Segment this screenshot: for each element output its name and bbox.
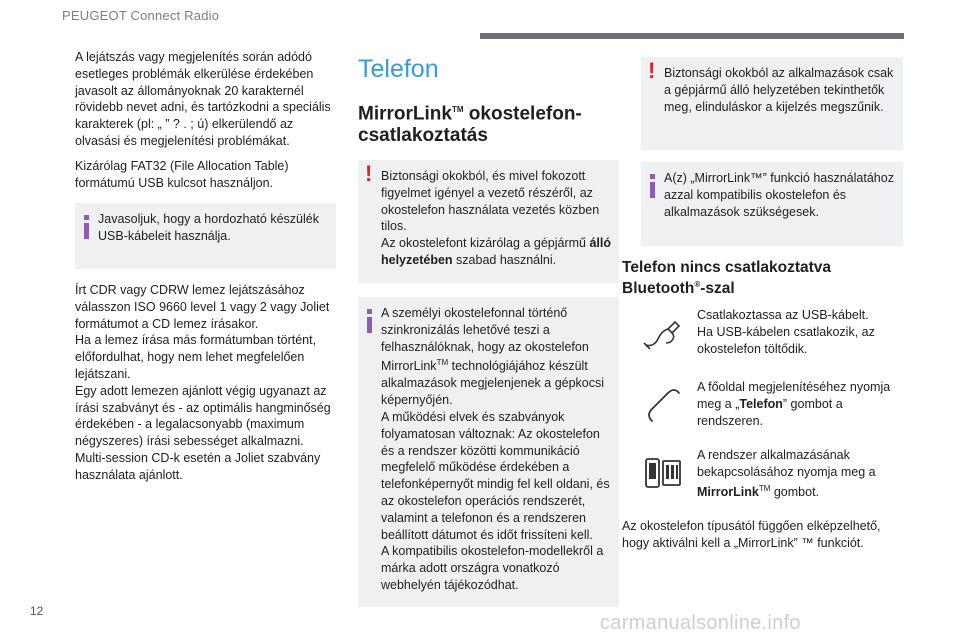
mirrorlink-icon [642, 453, 682, 493]
info-icon [364, 309, 376, 333]
subsection-title [358, 99, 608, 147]
paragraph: Kizárólag FAT32 (File Allocation Table) formátumú USB kulcsot használjon. [75, 158, 289, 190]
watermark: carmanualsonline.info [600, 612, 801, 634]
phone-handset-icon [642, 385, 682, 425]
warning-text [381, 168, 611, 269]
section-title: Telefon [358, 55, 439, 83]
step-usb [622, 307, 904, 367]
step-text: A főoldal megjelenítéséhez nyomja meg a „Telefon” gombot a rendszeren. [697, 380, 891, 428]
info-text: Javasoljuk, hogy a hordozható készülék USB-kábeleit használja. [98, 212, 319, 243]
info-line: A személyi okostelefonnal történő szinkronizálás lehetővé teszi a felhasználóknak, hogy az okostelefon MirrorLink™ technológiájához készült alkalmazások megjelenjenek a gépkocsi képernyőjén. [381, 306, 605, 408]
warning-text: Biztonsági okokból az alkalmazások csak a gépjármű álló helyzetében tekinthetők meg, elinduláskor a kijelzés megszűnik. [664, 66, 894, 114]
warning-box-driving [358, 160, 619, 283]
step-mirrorlink [622, 447, 904, 507]
info-icon [647, 174, 659, 198]
warning-line: Biztonsági okokból, és mivel fokozott figyelmet igényel a vezető részéről, az okostelefon használata vezetés közben tilos. [381, 169, 600, 234]
closing-note: Az okostelefon típusától függően elképzelhető, hogy aktiválni kell a „MirrorLink” ™ funkciót. [622, 519, 881, 550]
info-icon [81, 215, 93, 239]
info-line: A működési elvek és szabványok folyamatosan változnak: Az okostelefon és a rendszer közötti kommunikáció megfelelő működése érdekében a telefonképernyőt mindig fel kell oldani, és az okostelefon operációs rendszerét, valamint a telefonon és a rendszeren beállított dátumot és időt frissíteni kell. [381, 409, 610, 542]
step-phone [622, 379, 904, 439]
info-line: A kompatibilis okostelefon-modellekről a márka adott országra vonatkozó webhelyén tájékozódhat. [381, 544, 604, 592]
info-box-mirrorlink [358, 297, 619, 607]
subsection-title-bluetooth: Telefon nincs csatlakoztatva Bluetooth®-szal [622, 259, 832, 298]
warning-box-apps [641, 57, 903, 150]
warning-icon: ! [648, 58, 656, 83]
subtitle-text: MirrorLink [358, 103, 452, 125]
subtitle-text: okostelefon-csatlakoztatás [358, 103, 582, 147]
info-box-compat [641, 162, 903, 246]
column-1-cd [75, 282, 340, 484]
header-title: PEUGEOT Connect Radio [62, 8, 220, 23]
header-bar [480, 33, 904, 39]
info-box-usb [75, 203, 336, 269]
column-1 [75, 49, 340, 199]
step-text: Csatlakoztassa az USB-kábelt. Ha USB-kábelen csatlakozik, az okostelefon töltődik. [697, 308, 875, 356]
paragraph: Írt CDR vagy CDRW lemez lejátszásához válasszon ISO 9660 level 1 vagy 2 vagy Joliet formátumot a CD lemez írásakor. [75, 283, 330, 331]
page-number: 12 [30, 604, 44, 618]
paragraph: A lejátszás vagy megjelenítés során adódó esetleges problémák elkerülése érdekében javasolt az állományoknak 20 karakternél rövidebb nevet adni, és tartózkodni a speciális karakterek (pl: „ ” ? . ; ú) elkerülendő az olvasási és megjelenítési problémákat. [75, 50, 331, 148]
info-text [381, 305, 611, 594]
warning-icon: ! [365, 161, 373, 186]
info-text: A(z) „MirrorLink™” funkció használatához azzal kompatibilis okostelefon és alkalmazások szükségesek. [664, 171, 894, 219]
trademark: TM [451, 105, 464, 114]
paragraph: Multi-session CD-k esetén a Joliet szabvány használata ajánlott. [75, 450, 321, 482]
usb-cable-icon [642, 313, 682, 353]
step-text: A rendszer alkalmazásának bekapcsolásához nyomja meg a MirrorLink™ gombot. [697, 448, 876, 499]
warning-line: Az okostelefont kizárólag a gépjármű álló helyzetében szabad használni. [381, 236, 611, 267]
paragraph: Ha a lemez írása más formátumban történt, előfordulhat, hogy nem lehet megfelelően lejátszani. [75, 333, 317, 381]
paragraph: Egy adott lemezen ajánlott végig ugyanazt az írási szabványt és - az optimális hangminőség érdekében - a legalacsonyabb (maximum négyszeres) írási sebességet alkalmazni. [75, 383, 331, 449]
